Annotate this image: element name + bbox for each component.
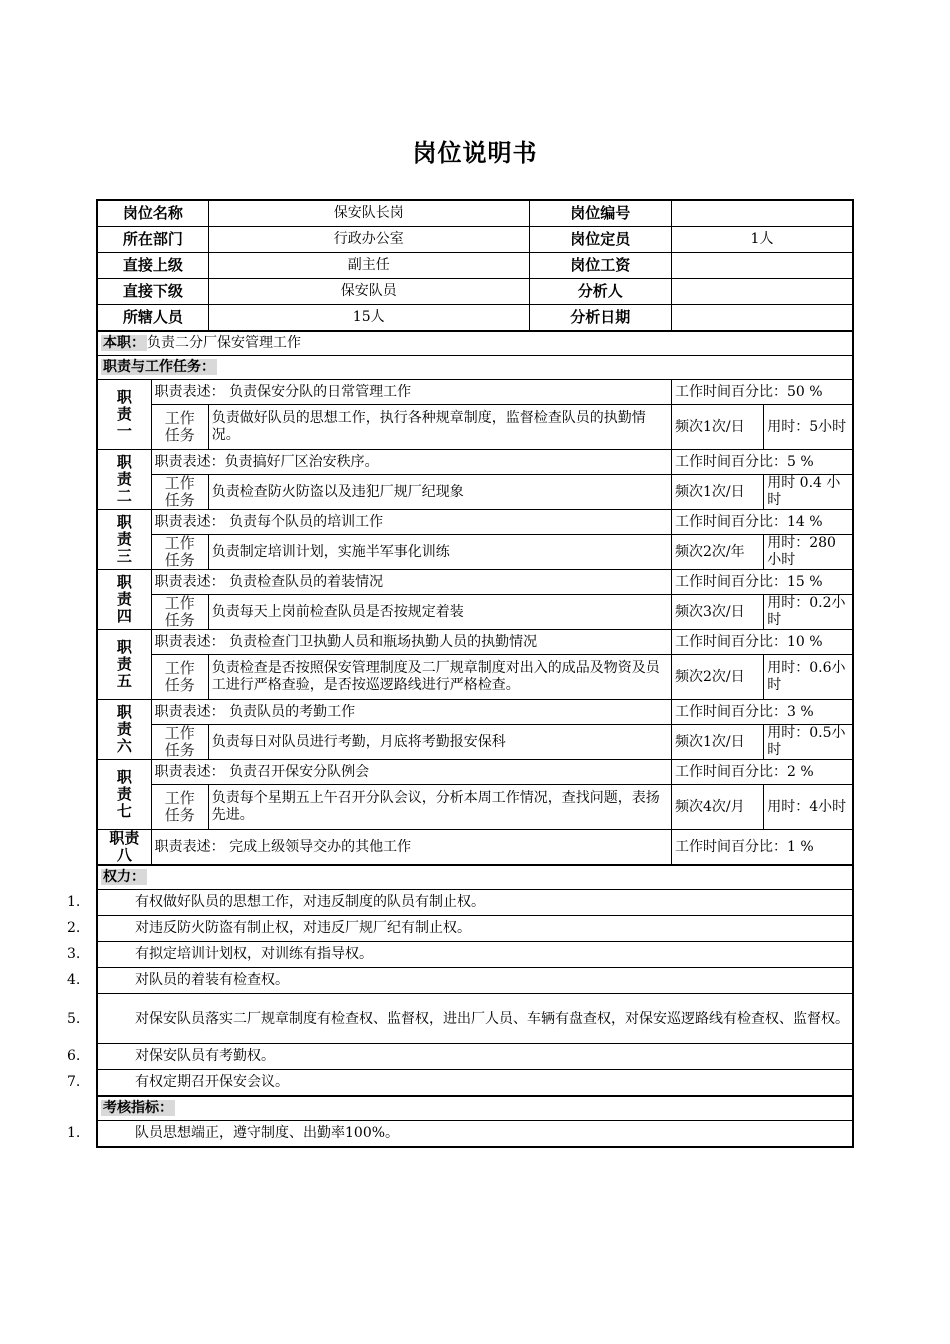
duty-time: 用时：0.5小时 [764, 725, 853, 760]
duty-pct: 工作时间百分比：5 % [671, 450, 853, 475]
duty-label-text: 职 责 一 [116, 388, 132, 440]
duties-header: 职责与工作任务： [103, 359, 215, 375]
duty-desc-row [97, 570, 853, 595]
duty-time: 用时：5小时 [764, 405, 853, 450]
duty-label [97, 450, 151, 510]
info-value [671, 279, 853, 305]
duty-time: 用时：0.2小时 [764, 595, 853, 630]
duty-desc-row [97, 380, 853, 405]
work-task-label: 工作 任务 [151, 475, 208, 510]
duty-time: 用时：0.6小时 [764, 655, 853, 700]
duty-task: 负责每天上岗前检查队员是否按规定着装 [208, 595, 671, 630]
duty-label [97, 700, 151, 760]
duty-pct: 工作时间百分比：10 % [671, 630, 853, 655]
duty-desc: 职责表述： 负责每个队员的培训工作 [151, 510, 671, 535]
page-title: 岗位说明书 [412, 139, 538, 167]
duty-desc-row [97, 450, 853, 475]
duty-task: 负责检查是否按照保安管理制度及二厂规章制度对出入的成品及物资及员工进行严格查验，是否按巡逻路线进行严格检查。 [208, 655, 671, 700]
info-row [97, 279, 853, 305]
info-value [671, 200, 853, 227]
duty-freq: 频次3次/日 [671, 595, 763, 630]
kpi-header-cell [97, 1096, 853, 1121]
duty-label-text: 职 责 二 [116, 453, 132, 505]
info-row [97, 305, 853, 332]
rights-item: 6. 对保安队员有考勤权。 [97, 1044, 853, 1070]
rights-item: 3. 有拟定培训计划权，对训练有指导权。 [97, 942, 853, 968]
duty-task-row [97, 475, 853, 510]
info-value: 1人 [671, 227, 853, 253]
duty-freq: 频次2次/日 [671, 655, 763, 700]
duty-task: 负责检查防火防盗以及违犯厂规厂纪现象 [208, 475, 671, 510]
benzhi-cell [97, 331, 853, 356]
benzhi-text: 负责二分厂保安管理工作 [147, 335, 301, 351]
duty-pct: 工作时间百分比：14 % [671, 510, 853, 535]
info-row [97, 227, 853, 253]
duty-label [97, 760, 151, 830]
duty-desc: 职责表述： 完成上级领导交办的其他工作 [151, 830, 671, 866]
duty-pct: 工作时间百分比：1 % [671, 830, 853, 866]
duty-label-text: 职 责 五 [116, 638, 132, 690]
info-label: 所在部门 [97, 227, 208, 253]
rights-header: 权力： [103, 869, 145, 885]
duty-desc-row [97, 760, 853, 785]
duty-time: 用时：280小时 [764, 535, 853, 570]
kpi-header-row [97, 1096, 853, 1121]
duty-task: 负责每个星期五上午召开分队会议，分析本周工作情况，查找问题，表扬先进。 [208, 785, 671, 830]
info-value: 副主任 [208, 253, 529, 279]
work-task-label: 工作 任务 [151, 655, 208, 700]
info-label: 分析人 [529, 279, 671, 305]
info-value: 15人 [208, 305, 529, 332]
duty-time: 用时 0.4 小时 [764, 475, 853, 510]
rights-item: 1. 有权做好队员的思想工作，对违反制度的队员有制止权。 [97, 890, 853, 916]
duty-task: 负责每日对队员进行考勤，月底将考勤报安保科 [208, 725, 671, 760]
benzhi-label: 本职： [103, 335, 145, 351]
info-value [671, 253, 853, 279]
benzhi-row [97, 331, 853, 356]
duty-label [97, 830, 151, 866]
duty-desc: 职责表述： 负责检查队员的着装情况 [151, 570, 671, 595]
rights-item: 5. 对保安队员落实二厂规章制度有检查权、监督权，进出厂人员、车辆有盘查权，对保安巡逻路线有检查权、监督权。 [97, 994, 853, 1044]
duty-task: 负责做好队员的思想工作，执行各种规章制度，监督检查队员的执勤情况。 [208, 405, 671, 450]
duty-label [97, 630, 151, 700]
duty-desc: 职责表述： 负责召开保安分队例会 [151, 760, 671, 785]
duty-label [97, 510, 151, 570]
info-label: 所辖人员 [97, 305, 208, 332]
duty-desc-row [97, 830, 853, 866]
duty-label-text: 职责 八 [109, 829, 140, 864]
duty-task-row [97, 595, 853, 630]
duties-header-row [97, 356, 853, 380]
duty-desc: 职责表述： 负责检查门卫执勤人员和瓶场执勤人员的执勤情况 [151, 630, 671, 655]
info-label: 岗位编号 [529, 200, 671, 227]
duty-pct: 工作时间百分比：50 % [671, 380, 853, 405]
duty-freq: 频次1次/日 [671, 475, 763, 510]
duty-freq: 频次1次/日 [671, 725, 763, 760]
info-row [97, 200, 853, 227]
info-label: 岗位名称 [97, 200, 208, 227]
duty-label-text: 职 责 四 [116, 573, 132, 625]
duty-label-text: 职 责 六 [116, 703, 132, 755]
work-task-label: 工作 任务 [151, 535, 208, 570]
job-description-table [67, 199, 854, 1148]
duty-label [97, 380, 151, 450]
info-label: 分析日期 [529, 305, 671, 332]
duty-desc-row [97, 630, 853, 655]
duty-desc: 职责表述： 负责保安分队的日常管理工作 [151, 380, 671, 405]
info-value [671, 305, 853, 332]
duty-freq: 频次2次/年 [671, 535, 763, 570]
info-row [97, 253, 853, 279]
kpi-item: 1. 队员思想端正，遵守制度、出勤率100%。 [97, 1121, 853, 1148]
duty-task-row [97, 655, 853, 700]
info-value: 保安队员 [208, 279, 529, 305]
duty-pct: 工作时间百分比：2 % [671, 760, 853, 785]
kpi-header: 考核指标： [103, 1100, 173, 1116]
rights-item: 2. 对违反防火防盗有制止权，对违反厂规厂纪有制止权。 [97, 916, 853, 942]
duty-desc: 职责表述：负责搞好厂区治安秩序。 [151, 450, 671, 475]
duty-freq: 频次4次/月 [671, 785, 763, 830]
duty-task-row [97, 405, 853, 450]
work-task-label: 工作 任务 [151, 405, 208, 450]
duty-desc-row [97, 700, 853, 725]
duty-label-text: 职 责 七 [116, 768, 132, 820]
duty-task-row [97, 785, 853, 830]
rights-item: 7. 有权定期召开保安会议。 [97, 1070, 853, 1097]
duty-task-row [97, 725, 853, 760]
rights-header-row [97, 865, 853, 890]
info-label: 岗位工资 [529, 253, 671, 279]
duty-freq: 频次1次/日 [671, 405, 763, 450]
duty-pct: 工作时间百分比：3 % [671, 700, 853, 725]
duty-desc: 职责表述： 负责队员的考勤工作 [151, 700, 671, 725]
duty-desc-row [97, 510, 853, 535]
duty-pct: 工作时间百分比：15 % [671, 570, 853, 595]
work-task-label: 工作 任务 [151, 785, 208, 830]
work-task-label: 工作 任务 [151, 595, 208, 630]
duty-time: 用时：4小时 [764, 785, 853, 830]
duty-task: 负责制定培训计划，实施半军事化训练 [208, 535, 671, 570]
rights-header-cell [97, 865, 853, 890]
duty-task-row [97, 535, 853, 570]
info-value: 行政办公室 [208, 227, 529, 253]
duties-header-cell [97, 356, 853, 380]
duty-label-text: 职 责 三 [116, 513, 132, 565]
rights-item: 4. 对队员的着装有检查权。 [97, 968, 853, 994]
info-value: 保安队长岗 [208, 200, 529, 227]
duty-label [97, 570, 151, 630]
info-label: 直接上级 [97, 253, 208, 279]
info-label: 岗位定员 [529, 227, 671, 253]
work-task-label: 工作 任务 [151, 725, 208, 760]
info-label: 直接下级 [97, 279, 208, 305]
